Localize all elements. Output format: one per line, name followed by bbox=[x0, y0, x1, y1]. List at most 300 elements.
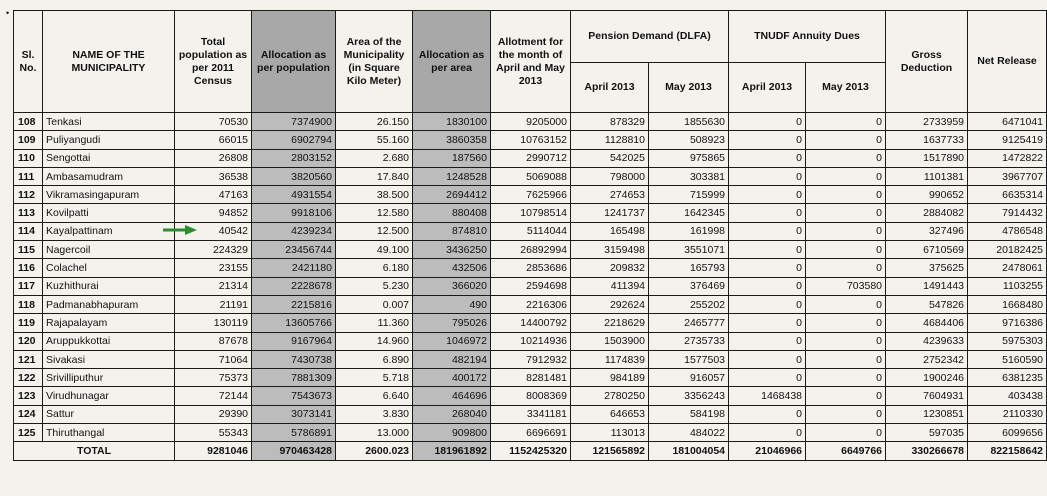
cell-population bbox=[175, 149, 252, 167]
cell-pension-april bbox=[571, 369, 649, 387]
cell-net-text: 5160590 bbox=[1002, 353, 1044, 366]
cell-gross bbox=[886, 369, 968, 387]
cell-allotment bbox=[491, 167, 571, 185]
cell-sno-text: 108 bbox=[18, 115, 36, 128]
cell-tnudf-may bbox=[806, 113, 886, 131]
cell-name-text: Vikramasingapuram bbox=[46, 188, 140, 201]
cell-pension-may-text: 2735733 bbox=[684, 335, 726, 348]
cell-tnudf-april-text: 0 bbox=[796, 243, 803, 256]
cell-pension-may bbox=[649, 295, 729, 313]
table-row bbox=[14, 186, 1047, 204]
cell-sno-text: 111 bbox=[18, 170, 35, 183]
total-allotment: 1152425320 bbox=[491, 442, 571, 461]
cell-gross-text: 547826 bbox=[928, 298, 965, 311]
total-alloc-pop: 970463428 bbox=[252, 442, 336, 461]
cell-alloc-area-text: 2694412 bbox=[446, 188, 487, 201]
cell-pension-may-text: 916057 bbox=[689, 371, 726, 384]
cell-alloc-pop-text: 2803152 bbox=[291, 152, 332, 165]
cell-sno-text: 115 bbox=[18, 243, 35, 256]
cell-alloc-area-text: 1046972 bbox=[446, 335, 487, 348]
cell-pension-may-text: 255202 bbox=[689, 298, 726, 311]
cell-pension-may bbox=[649, 204, 729, 222]
cell-area-text: 12.580 bbox=[376, 207, 409, 220]
cell-alloc-area bbox=[413, 332, 491, 350]
cell-pension-may bbox=[649, 332, 729, 350]
cell-tnudf-april bbox=[729, 131, 806, 149]
cell-sno bbox=[14, 186, 43, 204]
cell-tnudf-april-text: 1468438 bbox=[761, 390, 803, 403]
cell-area bbox=[336, 405, 413, 423]
table-row bbox=[14, 369, 1047, 387]
cell-alloc-pop bbox=[252, 186, 336, 204]
cell-alloc-area-text: 187560 bbox=[451, 152, 487, 165]
cell-alloc-pop bbox=[252, 387, 336, 405]
header-allotment: Allotment for the month of April and May 2013 bbox=[491, 11, 571, 113]
cell-pension-may-text: 715999 bbox=[689, 188, 726, 201]
cell-gross bbox=[886, 222, 968, 240]
cell-alloc-area bbox=[413, 241, 491, 259]
cell-pension-may-text: 484022 bbox=[689, 426, 726, 439]
cell-area-text: 2.680 bbox=[382, 152, 409, 165]
cell-net bbox=[968, 387, 1047, 405]
cell-pension-may bbox=[649, 186, 729, 204]
cell-allotment-text: 2216306 bbox=[526, 298, 567, 311]
cell-tnudf-april-text: 0 bbox=[796, 335, 803, 348]
cell-pension-may-text: 3551071 bbox=[684, 243, 726, 256]
cell-gross-text: 1900246 bbox=[923, 371, 965, 384]
cell-sno-text: 119 bbox=[18, 316, 35, 329]
cell-tnudf-may bbox=[806, 405, 886, 423]
cell-tnudf-april bbox=[729, 350, 806, 368]
header-population: Total population as per 2011 Census bbox=[175, 11, 252, 113]
header-alloc-pop: Allocation as per population bbox=[252, 11, 336, 113]
cell-population bbox=[175, 387, 252, 405]
cell-allotment bbox=[491, 241, 571, 259]
cell-pension-may bbox=[649, 387, 729, 405]
cell-gross bbox=[886, 387, 968, 405]
cell-pension-may bbox=[649, 277, 729, 295]
cell-allotment bbox=[491, 369, 571, 387]
cell-name bbox=[43, 332, 175, 350]
cell-sno bbox=[14, 277, 43, 295]
cell-pension-april bbox=[571, 186, 649, 204]
cell-allotment bbox=[491, 204, 571, 222]
cell-pension-april-text: 1128810 bbox=[604, 133, 645, 146]
right-arrow-icon bbox=[163, 224, 197, 240]
cell-name-text: Padmanabhapuram bbox=[46, 298, 139, 311]
cell-tnudf-april-text: 0 bbox=[796, 133, 803, 146]
cell-pension-april bbox=[571, 113, 649, 131]
cell-area-text: 0.007 bbox=[382, 298, 409, 311]
cell-population bbox=[175, 277, 252, 295]
cell-pension-april bbox=[571, 241, 649, 259]
cell-population bbox=[175, 369, 252, 387]
cell-net-text: 20182425 bbox=[996, 243, 1044, 256]
cell-allotment-text: 2594698 bbox=[526, 280, 567, 293]
cell-area-text: 13.000 bbox=[376, 426, 409, 439]
cell-alloc-area-text: 366020 bbox=[451, 280, 487, 293]
table-row bbox=[14, 314, 1047, 332]
cell-population-text: 29390 bbox=[218, 408, 248, 421]
cell-pension-april bbox=[571, 387, 649, 405]
cell-gross-text: 327496 bbox=[928, 225, 965, 238]
cell-tnudf-may bbox=[806, 369, 886, 387]
cell-allotment bbox=[491, 314, 571, 332]
cell-net bbox=[968, 295, 1047, 313]
cell-tnudf-may-text: 703580 bbox=[846, 280, 883, 293]
cell-gross bbox=[886, 241, 968, 259]
cell-gross bbox=[886, 332, 968, 350]
cell-allotment-text: 26892994 bbox=[520, 243, 567, 256]
cell-gross bbox=[886, 295, 968, 313]
cell-alloc-pop-text: 9918106 bbox=[291, 207, 332, 220]
cell-pension-april bbox=[571, 131, 649, 149]
cell-gross bbox=[886, 186, 968, 204]
cell-alloc-area bbox=[413, 186, 491, 204]
total-net: 822158642 bbox=[968, 442, 1047, 461]
cell-alloc-pop-text: 7430738 bbox=[291, 353, 332, 366]
cell-net-text: 6635314 bbox=[1002, 188, 1044, 201]
cell-sno-text: 114 bbox=[18, 225, 35, 238]
cell-tnudf-april-text: 0 bbox=[796, 152, 803, 165]
cell-alloc-pop-text: 5786891 bbox=[291, 426, 332, 439]
cell-tnudf-april bbox=[729, 369, 806, 387]
cell-net-text: 403438 bbox=[1007, 390, 1044, 403]
cell-pension-may bbox=[649, 405, 729, 423]
cell-population bbox=[175, 259, 252, 277]
cell-tnudf-april-text: 0 bbox=[796, 188, 803, 201]
cell-tnudf-april-text: 0 bbox=[796, 316, 803, 329]
cell-area-text: 11.360 bbox=[377, 316, 409, 329]
cell-population-text: 21191 bbox=[219, 298, 248, 311]
cell-sno-text: 116 bbox=[18, 262, 35, 275]
cell-net-text: 6099656 bbox=[1002, 426, 1044, 439]
cell-tnudf-april-text: 0 bbox=[796, 225, 803, 238]
cell-alloc-area-text: 400172 bbox=[451, 371, 487, 384]
cell-tnudf-april-text: 0 bbox=[796, 280, 803, 293]
cell-population bbox=[175, 241, 252, 259]
cell-alloc-pop bbox=[252, 167, 336, 185]
cell-allotment bbox=[491, 350, 571, 368]
cell-sno-text: 110 bbox=[18, 152, 35, 165]
cell-area-text: 17.840 bbox=[376, 170, 409, 183]
cell-pension-april bbox=[571, 405, 649, 423]
cell-pension-may-text: 1642345 bbox=[684, 207, 726, 220]
cell-allotment bbox=[491, 277, 571, 295]
cell-gross bbox=[886, 350, 968, 368]
cell-name bbox=[43, 186, 175, 204]
cell-tnudf-april-text: 0 bbox=[796, 298, 803, 311]
cell-sno bbox=[14, 314, 43, 332]
cell-alloc-pop-text: 7374900 bbox=[291, 115, 332, 128]
cell-name-text: Kuzhithurai bbox=[46, 280, 99, 293]
cell-net bbox=[968, 186, 1047, 204]
cell-allotment-text: 14400792 bbox=[520, 316, 567, 329]
cell-pension-may-text: 584198 bbox=[689, 408, 726, 421]
cell-pension-april bbox=[571, 167, 649, 185]
cell-alloc-area bbox=[413, 222, 491, 240]
cell-allotment bbox=[491, 259, 571, 277]
cell-net-text: 1668480 bbox=[1002, 298, 1044, 311]
cell-name-text: Virudhunagar bbox=[46, 390, 109, 403]
cell-population bbox=[175, 405, 252, 423]
cell-name bbox=[43, 387, 175, 405]
dot-mark: • bbox=[6, 8, 10, 18]
cell-area bbox=[336, 314, 413, 332]
cell-alloc-area-text: 795026 bbox=[451, 316, 487, 329]
cell-net bbox=[968, 277, 1047, 295]
cell-tnudf-may bbox=[806, 204, 886, 222]
cell-name-text: Kovilpatti bbox=[46, 207, 89, 220]
cell-net bbox=[968, 149, 1047, 167]
cell-alloc-area-text: 3436250 bbox=[446, 243, 487, 256]
cell-tnudf-may-text: 0 bbox=[876, 262, 883, 275]
cell-net-text: 9716386 bbox=[1002, 316, 1044, 329]
cell-alloc-pop bbox=[252, 332, 336, 350]
cell-allotment-text: 7625966 bbox=[526, 188, 567, 201]
cell-net bbox=[968, 241, 1047, 259]
cell-area bbox=[336, 259, 413, 277]
cell-gross-text: 1230851 bbox=[923, 408, 965, 421]
cell-alloc-area bbox=[413, 149, 491, 167]
cell-sno bbox=[14, 424, 43, 442]
total-population: 9281046 bbox=[175, 442, 252, 461]
cell-allotment-text: 2990712 bbox=[526, 152, 567, 165]
cell-name-text: Aruppukkottai bbox=[46, 335, 111, 348]
cell-alloc-pop bbox=[252, 369, 336, 387]
cell-sno bbox=[14, 222, 43, 240]
table-row bbox=[14, 241, 1047, 259]
cell-pension-may bbox=[649, 149, 729, 167]
cell-alloc-area bbox=[413, 113, 491, 131]
cell-alloc-pop bbox=[252, 204, 336, 222]
cell-name-text: Sattur bbox=[46, 408, 75, 421]
total-tnudf-april: 21046966 bbox=[729, 442, 806, 461]
cell-alloc-pop bbox=[252, 241, 336, 259]
cell-sno-text: 123 bbox=[18, 390, 36, 403]
cell-net-text: 1472822 bbox=[1002, 152, 1044, 165]
cell-tnudf-april bbox=[729, 295, 806, 313]
cell-population-text: 75373 bbox=[218, 371, 248, 384]
cell-pension-may-text: 376469 bbox=[689, 280, 726, 293]
cell-gross bbox=[886, 405, 968, 423]
cell-area-text: 6.180 bbox=[382, 262, 409, 275]
cell-net-text: 2110330 bbox=[1002, 408, 1044, 421]
cell-pension-april-text: 1174839 bbox=[604, 353, 645, 366]
cell-name bbox=[43, 314, 175, 332]
cell-population bbox=[175, 167, 252, 185]
cell-allotment-text: 8008369 bbox=[526, 390, 567, 403]
cell-tnudf-may bbox=[806, 350, 886, 368]
cell-alloc-pop bbox=[252, 314, 336, 332]
cell-area-text: 3.830 bbox=[382, 408, 409, 421]
cell-allotment bbox=[491, 424, 571, 442]
cell-tnudf-april bbox=[729, 387, 806, 405]
cell-tnudf-april bbox=[729, 332, 806, 350]
cell-sno bbox=[14, 332, 43, 350]
cell-alloc-pop-text: 2215816 bbox=[291, 298, 332, 311]
cell-pension-april bbox=[571, 259, 649, 277]
cell-tnudf-may-text: 0 bbox=[876, 188, 883, 201]
cell-pension-april-text: 1503900 bbox=[604, 335, 645, 348]
cell-pension-april-text: 209832 bbox=[609, 262, 645, 275]
cell-area-text: 49.100 bbox=[376, 243, 409, 256]
cell-gross-text: 1101381 bbox=[923, 170, 965, 183]
cell-gross-text: 2752342 bbox=[923, 353, 965, 366]
cell-alloc-pop-text: 23456744 bbox=[285, 243, 332, 256]
header-pension: Pension Demand (DLFA) bbox=[571, 11, 729, 63]
cell-tnudf-april bbox=[729, 204, 806, 222]
cell-tnudf-may-text: 0 bbox=[876, 335, 883, 348]
cell-tnudf-april-text: 0 bbox=[796, 207, 803, 220]
cell-alloc-area-text: 3860358 bbox=[446, 133, 487, 146]
cell-population bbox=[175, 295, 252, 313]
cell-allotment-text: 7912932 bbox=[526, 353, 567, 366]
cell-population bbox=[175, 350, 252, 368]
cell-area bbox=[336, 424, 413, 442]
cell-name bbox=[43, 204, 175, 222]
table-row bbox=[14, 424, 1047, 442]
cell-net bbox=[968, 167, 1047, 185]
cell-population bbox=[175, 113, 252, 131]
cell-tnudf-may bbox=[806, 186, 886, 204]
cell-pension-may-text: 508923 bbox=[689, 133, 726, 146]
cell-tnudf-april bbox=[729, 241, 806, 259]
cell-alloc-area-text: 490 bbox=[469, 298, 487, 311]
cell-tnudf-april bbox=[729, 222, 806, 240]
cell-sno bbox=[14, 113, 43, 131]
header-sno: Sl. No. bbox=[14, 11, 43, 113]
cell-alloc-area bbox=[413, 369, 491, 387]
cell-area-text: 12.500 bbox=[376, 225, 409, 238]
cell-alloc-pop-text: 9167964 bbox=[291, 335, 332, 348]
cell-net-text: 3967707 bbox=[1002, 170, 1044, 183]
cell-tnudf-may bbox=[806, 259, 886, 277]
table-row bbox=[14, 332, 1047, 350]
cell-net-text: 6381235 bbox=[1002, 371, 1044, 384]
cell-allotment-text: 10763152 bbox=[520, 133, 567, 146]
cell-tnudf-may-text: 0 bbox=[876, 133, 883, 146]
cell-gross bbox=[886, 259, 968, 277]
cell-tnudf-may bbox=[806, 314, 886, 332]
table-row bbox=[14, 387, 1047, 405]
cell-tnudf-may-text: 0 bbox=[876, 390, 883, 403]
cell-tnudf-april bbox=[729, 314, 806, 332]
cell-net bbox=[968, 424, 1047, 442]
cell-alloc-area-text: 268040 bbox=[451, 408, 487, 421]
cell-pension-may bbox=[649, 314, 729, 332]
header-alloc-area: Allocation as per area bbox=[413, 11, 491, 113]
cell-net bbox=[968, 350, 1047, 368]
header-gross: Gross Deduction bbox=[886, 11, 968, 113]
cell-sno bbox=[14, 387, 43, 405]
header-tnudf: TNUDF Annuity Dues bbox=[729, 11, 886, 63]
table-row bbox=[14, 131, 1047, 149]
cell-alloc-area bbox=[413, 424, 491, 442]
cell-pension-may-text: 2465777 bbox=[684, 316, 726, 329]
cell-pension-may bbox=[649, 350, 729, 368]
cell-tnudf-may-text: 0 bbox=[876, 170, 883, 183]
cell-population-text: 130119 bbox=[213, 316, 248, 329]
cell-tnudf-may bbox=[806, 149, 886, 167]
cell-sno-text: 125 bbox=[18, 426, 36, 439]
cell-name bbox=[43, 424, 175, 442]
cell-net bbox=[968, 204, 1047, 222]
table-row bbox=[14, 405, 1047, 423]
cell-gross-text: 7604931 bbox=[923, 390, 965, 403]
cell-alloc-area bbox=[413, 314, 491, 332]
cell-pension-may bbox=[649, 424, 729, 442]
cell-pension-april-text: 984189 bbox=[609, 371, 645, 384]
cell-area bbox=[336, 167, 413, 185]
cell-pension-april bbox=[571, 222, 649, 240]
cell-alloc-pop-text: 2421180 bbox=[291, 262, 332, 275]
cell-pension-april-text: 542025 bbox=[609, 152, 645, 165]
cell-gross bbox=[886, 149, 968, 167]
cell-tnudf-april-text: 0 bbox=[796, 371, 803, 384]
cell-allotment bbox=[491, 222, 571, 240]
cell-pension-april bbox=[571, 277, 649, 295]
cell-population-text: 47163 bbox=[218, 188, 248, 201]
cell-name bbox=[43, 222, 175, 240]
cell-net bbox=[968, 332, 1047, 350]
cell-tnudf-april-text: 0 bbox=[796, 353, 803, 366]
cell-allotment-text: 5114044 bbox=[526, 225, 567, 238]
cell-net bbox=[968, 259, 1047, 277]
cell-tnudf-may bbox=[806, 222, 886, 240]
cell-tnudf-may bbox=[806, 332, 886, 350]
header-tnudf-april: April 2013 bbox=[729, 63, 806, 113]
cell-tnudf-may bbox=[806, 277, 886, 295]
cell-sno bbox=[14, 369, 43, 387]
header-tnudf-may: May 2013 bbox=[806, 63, 886, 113]
cell-allotment-text: 10798514 bbox=[520, 207, 567, 220]
cell-tnudf-april-text: 0 bbox=[796, 426, 803, 439]
cell-pension-april bbox=[571, 204, 649, 222]
cell-pension-april-text: 2780250 bbox=[604, 390, 645, 403]
cell-alloc-area bbox=[413, 277, 491, 295]
header-name: NAME OF THE MUNICIPALITY bbox=[43, 11, 175, 113]
cell-name bbox=[43, 149, 175, 167]
cell-sno bbox=[14, 405, 43, 423]
cell-alloc-area-text: 464696 bbox=[451, 390, 487, 403]
cell-tnudf-april bbox=[729, 113, 806, 131]
cell-tnudf-may bbox=[806, 131, 886, 149]
total-alloc-area: 181961892 bbox=[413, 442, 491, 461]
cell-net bbox=[968, 113, 1047, 131]
cell-name-text: Nagercoil bbox=[46, 243, 91, 256]
cell-name bbox=[43, 131, 175, 149]
cell-sno bbox=[14, 149, 43, 167]
cell-alloc-area-text: 874810 bbox=[451, 225, 487, 238]
cell-area bbox=[336, 113, 413, 131]
cell-area-text: 5.718 bbox=[382, 371, 409, 384]
header-net: Net Release bbox=[968, 11, 1047, 113]
cell-sno-text: 118 bbox=[18, 298, 35, 311]
cell-population-text: 72144 bbox=[218, 390, 248, 403]
total-area: 2600.023 bbox=[336, 442, 413, 461]
cell-pension-april-text: 878329 bbox=[609, 115, 645, 128]
cell-pension-april-text: 1241737 bbox=[604, 207, 645, 220]
cell-area-text: 5.230 bbox=[382, 280, 409, 293]
cell-gross bbox=[886, 113, 968, 131]
table-row bbox=[14, 113, 1047, 131]
cell-alloc-pop bbox=[252, 113, 336, 131]
cell-gross-text: 1637733 bbox=[923, 133, 965, 146]
cell-alloc-pop bbox=[252, 277, 336, 295]
cell-alloc-pop bbox=[252, 295, 336, 313]
cell-name bbox=[43, 369, 175, 387]
